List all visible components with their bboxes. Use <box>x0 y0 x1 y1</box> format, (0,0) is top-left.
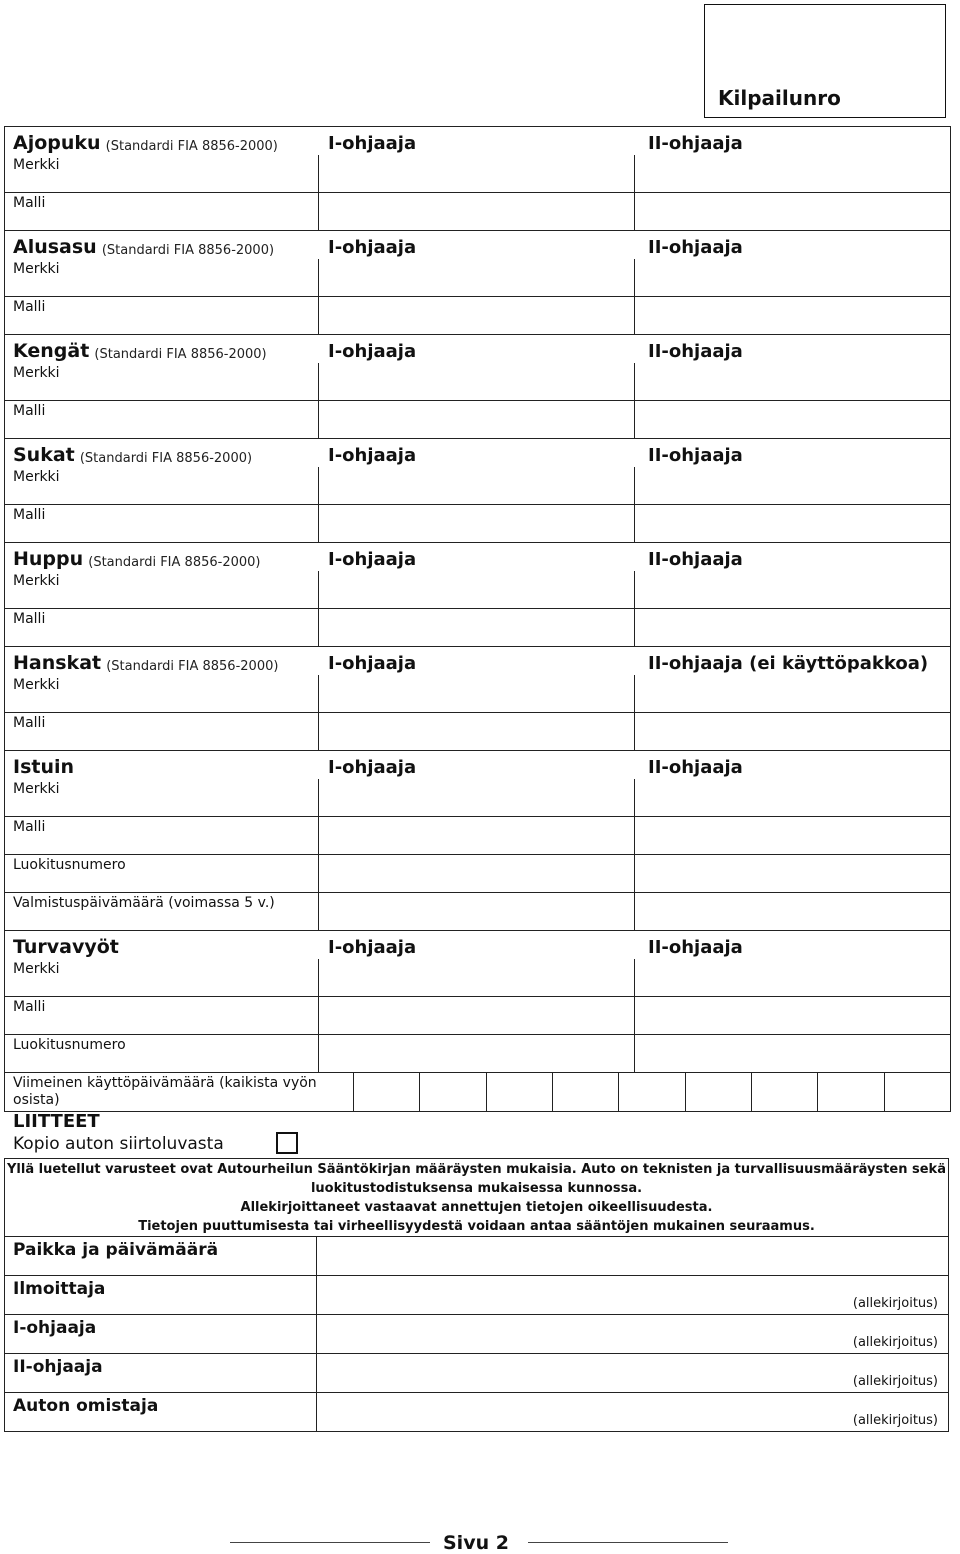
section-standard: (Standardi FIA 8856-2000) <box>94 347 267 362</box>
col-header-2: II-ohjaaja <box>648 445 743 466</box>
label-malli: Malli <box>13 715 46 731</box>
attachment-item-label: Kopio auton siirtoluvasta <box>13 1134 224 1154</box>
section-title: Kengät <box>13 340 90 362</box>
date-cell[interactable] <box>885 1073 950 1111</box>
field-malli-1[interactable] <box>318 817 634 854</box>
field-malli-2[interactable] <box>634 997 950 1034</box>
label-malli: Malli <box>13 195 46 211</box>
date-cell[interactable] <box>420 1073 486 1111</box>
col-header-2: II-ohjaaja <box>648 549 743 570</box>
section-header-kengat <box>5 335 950 363</box>
field-merkki-1[interactable] <box>318 959 634 996</box>
section-title: Istuin <box>13 756 75 778</box>
field-merkki-2[interactable] <box>634 259 950 296</box>
label-merkki: Merkki <box>13 365 60 381</box>
section-standard: (Standardi FIA 8856-2000) <box>88 555 261 570</box>
signature-hint: (allekirjoitus) <box>852 1335 938 1350</box>
field-malli-1[interactable] <box>318 713 634 750</box>
declaration-line: Allekirjoittaneet vastaavat annettujen tietojen oikeellisuudesta. <box>240 1200 713 1215</box>
row-merkki <box>5 779 950 817</box>
field-merkki-2[interactable] <box>634 155 950 192</box>
signature-label: I-ohjaaja <box>13 1318 97 1338</box>
col-header-2: II-ohjaaja <box>648 237 743 258</box>
section-title: Alusasu <box>13 236 97 258</box>
date-cell[interactable] <box>752 1073 818 1111</box>
field-luokitusnumero-1[interactable] <box>318 855 634 892</box>
field-merkki-2[interactable] <box>634 571 950 608</box>
label-viimeinen-kayttopaivamaara: Viimeinen käyttöpäivämäärä (kaikista vyön osista) <box>13 1075 317 1108</box>
col-header-1: I-ohjaaja <box>328 757 417 778</box>
field-malli-2[interactable] <box>634 505 950 542</box>
field-malli-2[interactable] <box>634 193 950 230</box>
col-header-1: I-ohjaaja <box>328 133 417 154</box>
contest-number-label: Kilpailunro <box>718 86 841 110</box>
field-valmistuspaivamaara-1[interactable] <box>318 893 634 930</box>
signature-label: Auton omistaja <box>13 1396 159 1416</box>
declaration <box>4 1158 949 1236</box>
row-merkki <box>5 675 950 713</box>
col-header-1: I-ohjaaja <box>328 341 417 362</box>
date-cell[interactable] <box>619 1073 685 1111</box>
field-malli-1[interactable] <box>318 609 634 646</box>
row-malli <box>5 401 950 439</box>
page-number: Sivu 2 <box>443 1532 509 1554</box>
section-standard: (Standardi FIA 8856-2000) <box>105 139 278 154</box>
field-malli-1[interactable] <box>318 297 634 334</box>
row-merkki <box>5 959 950 997</box>
row-merkki <box>5 363 950 401</box>
section-standard: (Standardi FIA 8856-2000) <box>79 451 253 466</box>
row-malli <box>5 297 950 335</box>
section-title: Sukat <box>13 444 75 466</box>
col-header-2: II-ohjaaja <box>648 341 743 362</box>
place-date-field[interactable] <box>316 1237 948 1275</box>
signature-field[interactable] <box>316 1354 948 1392</box>
field-luokitusnumero-2[interactable] <box>634 855 950 892</box>
label-malli: Malli <box>13 999 46 1015</box>
label-merkki: Merkki <box>13 157 60 173</box>
col-header-1: I-ohjaaja <box>328 549 417 570</box>
signature-hint: (allekirjoitus) <box>852 1413 938 1428</box>
declaration-line: luokitustodistuksensa mukaisessa kunnossa. <box>310 1181 643 1196</box>
row-merkki <box>5 259 950 297</box>
equipment-form <box>4 126 951 1112</box>
field-merkki-1[interactable] <box>318 363 634 400</box>
field-luokitusnumero-1[interactable] <box>318 1035 634 1072</box>
col-header-1: I-ohjaaja <box>328 237 417 258</box>
row-valmistuspaivamaara <box>5 893 950 931</box>
field-luokitusnumero-2[interactable] <box>634 1035 950 1072</box>
row-viimeinen-kayttopaivamaara <box>5 1073 950 1112</box>
col-header-2: II-ohjaaja <box>648 133 743 154</box>
signature-row <box>5 1276 948 1315</box>
field-malli-1[interactable] <box>318 401 634 438</box>
section-title: Turvavyöt <box>13 936 119 958</box>
row-malli <box>5 193 950 231</box>
attachments-title: LIITTEET <box>13 1111 100 1132</box>
section-title: Ajopuku <box>13 132 101 154</box>
signature-form <box>4 1236 949 1432</box>
section-title: Hanskat <box>13 652 102 674</box>
field-merkki-1[interactable] <box>318 259 634 296</box>
col-header-1: I-ohjaaja <box>328 937 417 958</box>
signature-label: II-ohjaaja <box>13 1357 103 1377</box>
date-cell[interactable] <box>354 1073 420 1111</box>
row-malli <box>5 609 950 647</box>
section-header-huppu <box>5 543 950 571</box>
row-merkki <box>5 467 950 505</box>
signature-hint: (allekirjoitus) <box>852 1296 938 1311</box>
label-merkki: Merkki <box>13 261 60 277</box>
signature-hint: (allekirjoitus) <box>852 1374 938 1389</box>
field-malli-2[interactable] <box>634 297 950 334</box>
section-header-alusasu <box>5 231 950 259</box>
field-valmistuspaivamaara-2[interactable] <box>634 893 950 930</box>
section-title: Huppu <box>13 548 84 570</box>
row-malli <box>5 997 950 1035</box>
row-luokitusnumero <box>5 1035 950 1073</box>
field-malli-2[interactable] <box>634 401 950 438</box>
section-header-sukat <box>5 439 950 467</box>
row-luokitusnumero <box>5 855 950 893</box>
label-merkki: Merkki <box>13 469 60 485</box>
field-merkki-1[interactable] <box>318 675 634 712</box>
signature-field[interactable] <box>316 1393 948 1431</box>
label-merkki: Merkki <box>13 961 60 977</box>
date-cell[interactable] <box>553 1073 619 1111</box>
field-merkki-2[interactable] <box>634 363 950 400</box>
label-luokitusnumero: Luokitusnumero <box>13 857 126 873</box>
signature-row <box>5 1315 948 1354</box>
row-malli <box>5 713 950 751</box>
field-merkki-1[interactable] <box>318 155 634 192</box>
label-malli: Malli <box>13 507 46 523</box>
label-malli: Malli <box>13 819 46 835</box>
label-malli: Malli <box>13 299 46 315</box>
date-cell[interactable] <box>818 1073 884 1111</box>
label-merkki: Merkki <box>13 677 60 693</box>
field-malli-1[interactable] <box>318 193 634 230</box>
section-header-istuin <box>5 751 950 779</box>
field-malli-2[interactable] <box>634 817 950 854</box>
section-header-hanskat <box>5 647 950 675</box>
declaration-line: Tietojen puuttumisesta tai virheellisyydestä voidaan antaa sääntöjen mukainen seuraamus. <box>138 1219 815 1234</box>
date-cell[interactable] <box>487 1073 553 1111</box>
label-merkki: Merkki <box>13 573 60 589</box>
signature-row <box>5 1354 948 1393</box>
label-valmistuspaivamaara: Valmistuspäivämäärä (voimassa 5 v.) <box>13 895 275 911</box>
signature-field[interactable] <box>316 1315 948 1353</box>
field-merkki-1[interactable] <box>318 779 634 816</box>
section-header-turvavyot <box>5 931 950 959</box>
field-merkki-2[interactable] <box>634 779 950 816</box>
col-header-2: II-ohjaaja (ei käyttöpakkoa) <box>648 653 929 674</box>
field-merkki-2[interactable] <box>634 675 950 712</box>
field-merkki-2[interactable] <box>634 959 950 996</box>
field-merkki-1[interactable] <box>318 571 634 608</box>
row-malli <box>5 817 950 855</box>
section-standard: (Standardi FIA 8856-2000) <box>101 243 275 258</box>
footer-rule-right <box>528 1542 728 1543</box>
field-malli-1[interactable] <box>318 505 634 542</box>
place-date-row <box>5 1237 948 1276</box>
label-malli: Malli <box>13 611 46 627</box>
row-merkki <box>5 571 950 609</box>
row-malli <box>5 505 950 543</box>
label-malli: Malli <box>13 403 46 419</box>
col-header-2: II-ohjaaja <box>648 937 743 958</box>
attachment-checkbox[interactable] <box>276 1132 298 1154</box>
signature-field[interactable] <box>316 1276 948 1314</box>
label-luokitusnumero: Luokitusnumero <box>13 1037 126 1053</box>
field-malli-1[interactable] <box>318 997 634 1034</box>
signature-row <box>5 1393 948 1431</box>
field-malli-2[interactable] <box>634 609 950 646</box>
footer-rule-left <box>230 1542 430 1543</box>
section-standard: (Standardi FIA 8856-2000) <box>106 659 279 674</box>
label-merkki: Merkki <box>13 781 60 797</box>
col-header-2: II-ohjaaja <box>648 757 743 778</box>
date-grid <box>353 1073 950 1111</box>
field-malli-2[interactable] <box>634 713 950 750</box>
row-merkki <box>5 155 950 193</box>
field-merkki-2[interactable] <box>634 467 950 504</box>
col-header-1: I-ohjaaja <box>328 445 417 466</box>
place-date-label: Paikka ja päivämäärä <box>13 1240 219 1260</box>
section-header-ajopuku <box>5 127 950 155</box>
signature-label: Ilmoittaja <box>13 1279 106 1299</box>
field-merkki-1[interactable] <box>318 467 634 504</box>
col-header-1: I-ohjaaja <box>328 653 417 674</box>
date-cell[interactable] <box>686 1073 752 1111</box>
declaration-line: Yllä luetellut varusteet ovat Autourheilun Sääntökirjan määräysten mukaisia. Auto on teknisten ja turvallisuusmääräysten sekä <box>7 1162 946 1177</box>
